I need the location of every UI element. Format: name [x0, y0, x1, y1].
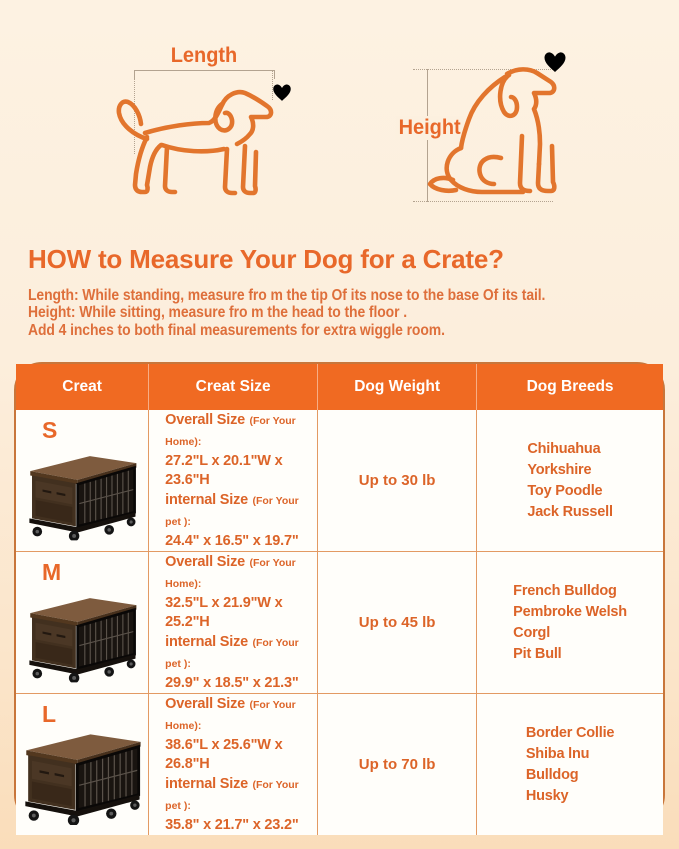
cell-breeds-m: [477, 552, 663, 694]
breed-item: Pit Bull: [513, 645, 562, 662]
overall-size-note: (For Your Home):: [165, 699, 296, 732]
heart-icon: [272, 83, 292, 102]
breed-item: Jack Russell: [527, 503, 613, 520]
cell-weight-l: Up to 70 lb: [318, 694, 477, 835]
crate-size-table: [14, 362, 665, 833]
crate-product-image: [25, 587, 139, 683]
size-letter-m: M: [42, 559, 62, 585]
instruction-line-wiggle: Add 4 inches to both final measurements for extra wiggle room.: [28, 321, 445, 339]
cell-size-m: [149, 552, 318, 694]
overall-size-note: (For Your Home):: [165, 415, 296, 448]
cell-size-l: [149, 694, 318, 835]
internal-size-label: internal Size: [165, 776, 248, 792]
breed-item: French Bulldog: [513, 582, 617, 599]
overall-size-dims: 27.2"L x 20.1"W x 23.6"H: [165, 453, 283, 488]
instruction-line-length: Length: While standing, measure fro m the tip Of its nose to the base Of its tail.: [28, 287, 546, 304]
header-cell-dog-breeds: Dog Breeds: [477, 364, 663, 410]
page-title: HOW to Measure Your Dog for a Crate?: [28, 244, 504, 274]
crate-product-image: [25, 445, 139, 541]
heart-icon: [543, 51, 567, 73]
instruction-line-height: Height: While sitting, measure fro m the head to the floor .: [28, 304, 408, 322]
cell-creat-s: [16, 410, 149, 552]
breed-item: Pembroke Welsh: [513, 603, 627, 620]
header-cell-creat-size: Creat Size: [149, 364, 318, 410]
breed-item: Toy Poodle: [527, 482, 603, 499]
breed-item: Border Collie: [525, 724, 615, 741]
header-cell-dog-weight: Dog Weight: [318, 364, 477, 410]
internal-size-label: internal Size: [165, 634, 248, 650]
cell-breeds-s: [477, 410, 663, 552]
overall-size-label: Overall Size: [165, 412, 245, 428]
breed-item: Husky: [525, 787, 569, 804]
overall-size-dims: 38.6"L x 25.6"W x 26.8"H: [165, 737, 283, 772]
breed-item: Bulldog: [525, 766, 579, 783]
breed-item: Corgl: [513, 624, 551, 641]
cell-breeds-l: [477, 694, 663, 835]
internal-size-dims: 24.4" x 16.5" x 19.7": [165, 533, 299, 549]
cell-weight-s: Up to 30 lb: [318, 410, 477, 552]
overall-size-label: Overall Size: [165, 696, 245, 712]
internal-size-label: internal Size: [165, 492, 248, 508]
cell-weight-m: Up to 45 lb: [318, 552, 477, 694]
cell-creat-m: [16, 552, 149, 694]
internal-size-note: (For Your pet ):: [165, 637, 299, 670]
overall-size-label: Overall Size: [165, 554, 245, 570]
header-cell-creat: Creat: [16, 364, 149, 410]
overall-size-dims: 32.5"L x 21.9"W x 25.2"H: [165, 595, 283, 630]
cell-creat-l: [16, 694, 149, 835]
cell-size-s: [149, 410, 318, 552]
internal-size-dims: 35.8" x 21.7" x 23.2": [165, 817, 299, 833]
overall-size-note: (For Your Home):: [165, 557, 296, 590]
size-letter-l: L: [42, 701, 57, 727]
length-dimension-bracket: [134, 70, 275, 79]
height-label: Height: [396, 116, 464, 140]
breed-item: Chihuahua: [527, 440, 601, 457]
instructions: [28, 287, 658, 339]
crate-product-image: [20, 723, 144, 825]
length-label: Length: [170, 44, 238, 67]
breed-item: Yorkshire: [527, 461, 592, 478]
internal-size-dims: 29.9" x 18.5" x 21.3": [165, 675, 299, 691]
size-letter-s: S: [42, 417, 58, 443]
standing-dog-illustration: [110, 84, 305, 206]
breed-item: Shiba lnu: [525, 745, 590, 762]
internal-size-note: (For Your pet ):: [165, 495, 299, 528]
internal-size-note: (For Your pet ):: [165, 779, 299, 812]
sitting-dog-illustration: [425, 64, 575, 206]
